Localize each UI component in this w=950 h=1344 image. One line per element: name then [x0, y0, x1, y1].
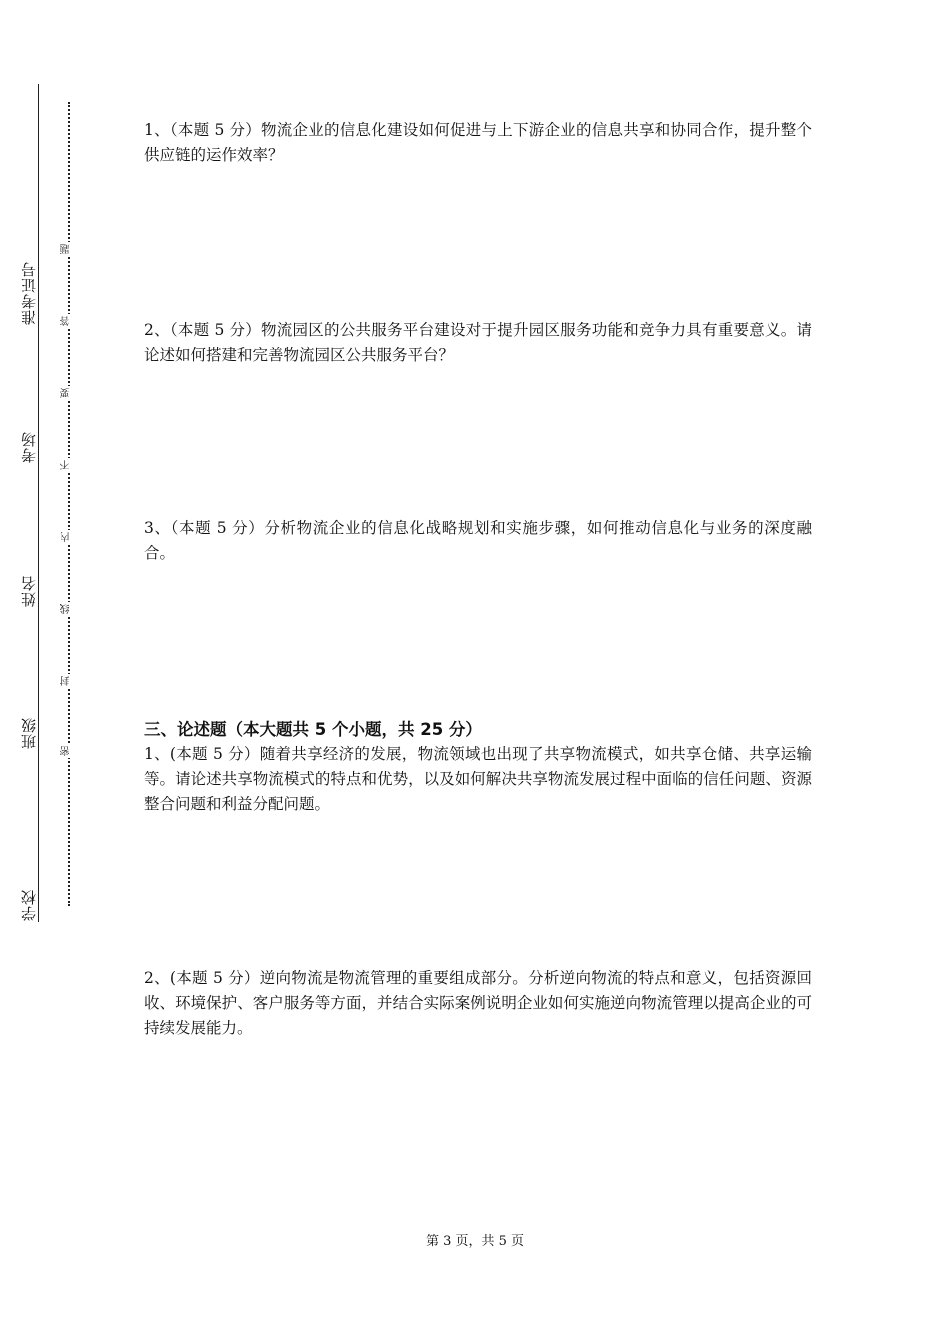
seal-char: 题: [61, 242, 75, 256]
essay-question-2: 2、(本题 5 分）逆向物流是物流管理的重要组成部分。分析逆向物流的特点和意义，包括资源回收、环境保护、客户服务等方面，并结合实际案例说明企业如何实施逆向物流管理以提高企业的可持续发展能力。: [144, 969, 812, 1037]
seal-char: 要: [61, 386, 75, 400]
seal-char: 不: [61, 458, 75, 472]
seal-char: 答: [61, 314, 75, 328]
seal-char: 内: [61, 530, 75, 544]
seal-char: 线: [61, 602, 75, 616]
question-2: 2、（本题 5 分）物流园区的公共服务平台建设对于提升园区服务功能和竞争力具有重要意义。请论述如何搭建和完善物流园区公共服务平台？: [144, 321, 812, 364]
class-label: 班级: [18, 714, 38, 752]
question-1: 1、（本题 5 分）物流企业的信息化建设如何促进与上下游企业的信息共享和协同合作，提升整个供应链的运作效率？: [144, 121, 812, 164]
seal-char: 密: [61, 744, 75, 758]
seal-dotted-line: [68, 102, 70, 906]
school-label: 学校: [18, 886, 38, 924]
name-label: 姓名: [18, 572, 38, 610]
question-3: 3、（本题 5 分）分析物流企业的信息化战略规划和实施步骤，如何推动信息化与业务的深度融合。: [144, 519, 812, 562]
page-footer: 第 3 页，共 5 页: [425, 1234, 525, 1249]
binding-solid-line: [38, 84, 39, 922]
section-title-essay: 三、论述题（本大题共 5 个小题，共 25 分）: [144, 720, 482, 739]
exam-id-label: 准考证号: [18, 258, 38, 328]
seal-char: 封: [61, 674, 75, 688]
essay-question-1: 1、(本题 5 分）随着共享经济的发展，物流领域也出现了共享物流模式，如共享仓储、共享运输等。请论述共享物流模式的特点和优势，以及如何解决共享物流发展过程中面临的信任问题、资源整合问题和利益分配问题。: [144, 745, 812, 813]
exam-room-label: 考场: [18, 428, 38, 466]
